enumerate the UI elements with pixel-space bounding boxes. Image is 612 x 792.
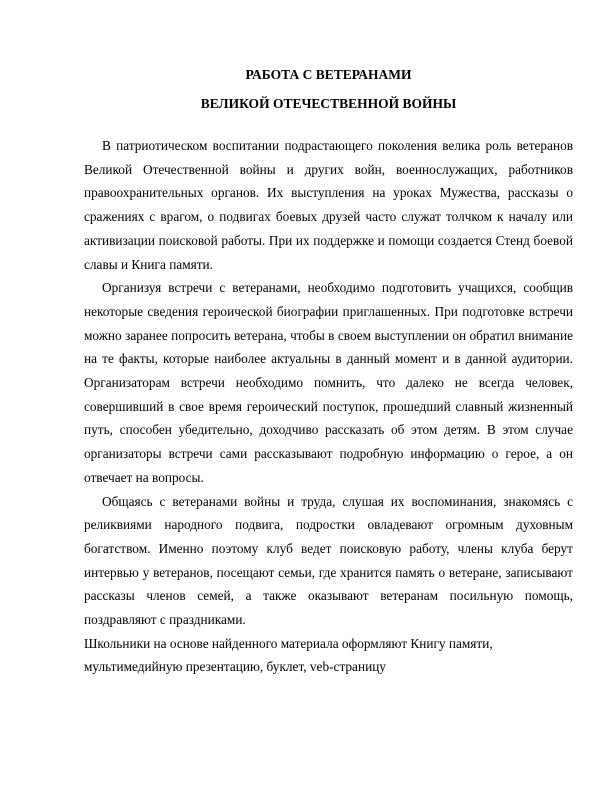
paragraph-4: Школьники на основе найденного материала оформляют Книгу памяти, мультимедийную презентацию, буклет, veb-страницу <box>84 635 493 675</box>
document-body <box>84 134 573 679</box>
paragraph-3: Общаясь с ветеранами войны и труда, слушая их воспоминания, знакомясь с реликвиями народного подвига, подростки овладевают огромным духовным богатством. Именно поэтому клуб ведет поисковую работу, члены клуба берут интервью у ветеранов, посещают семьи, где хранится память о ветеране, записывают рассказы членов семей, а также оказывают ветеранам посильную помощь, поздравляют с праздниками. <box>84 493 573 628</box>
document-page <box>84 66 573 679</box>
paragraph-1: В патриотическом воспитании подрастающего поколения велика роль ветеранов Великой Отечественной войны и других войн, военнослужащих, работников правоохранительных органов. Их выступления на уроках Мужества, рассказы о сражениях с врагом, о подвигах боевых друзей часто служат толчком к началу или активизации поисковой работы. При их поддержке и помощи создается Стенд боевой славы и Книга памяти. <box>84 138 573 272</box>
page-title-line-2: ВЕЛИКОЙ ОТЕЧЕСТВЕННОЙ ВОЙНЫ <box>200 96 457 111</box>
page-title-line-1: РАБОТА С ВЕТЕРАНАМИ <box>245 67 412 82</box>
paragraph-2: Организуя встречи с ветеранами, необходимо подготовить учащихся, сообщив некоторые сведения героической биографии приглашенных. При подготовке встречи можно заранее попросить ветерана, чтобы в своем выступлении он обратил внимание на те факты, которые наиболее актуальны в данный момент и в данной аудитории. Организаторам встречи необходимо помнить, что далеко не всегда человек, совершивший в свое время героический поступок, прошедший славный жизненный путь, способен убедительно, доходчиво рассказать об этом детям. В этом случае организаторы встречи сами рассказывают подробную информацию о герое, а он отвечает на вопросы. <box>84 280 573 485</box>
